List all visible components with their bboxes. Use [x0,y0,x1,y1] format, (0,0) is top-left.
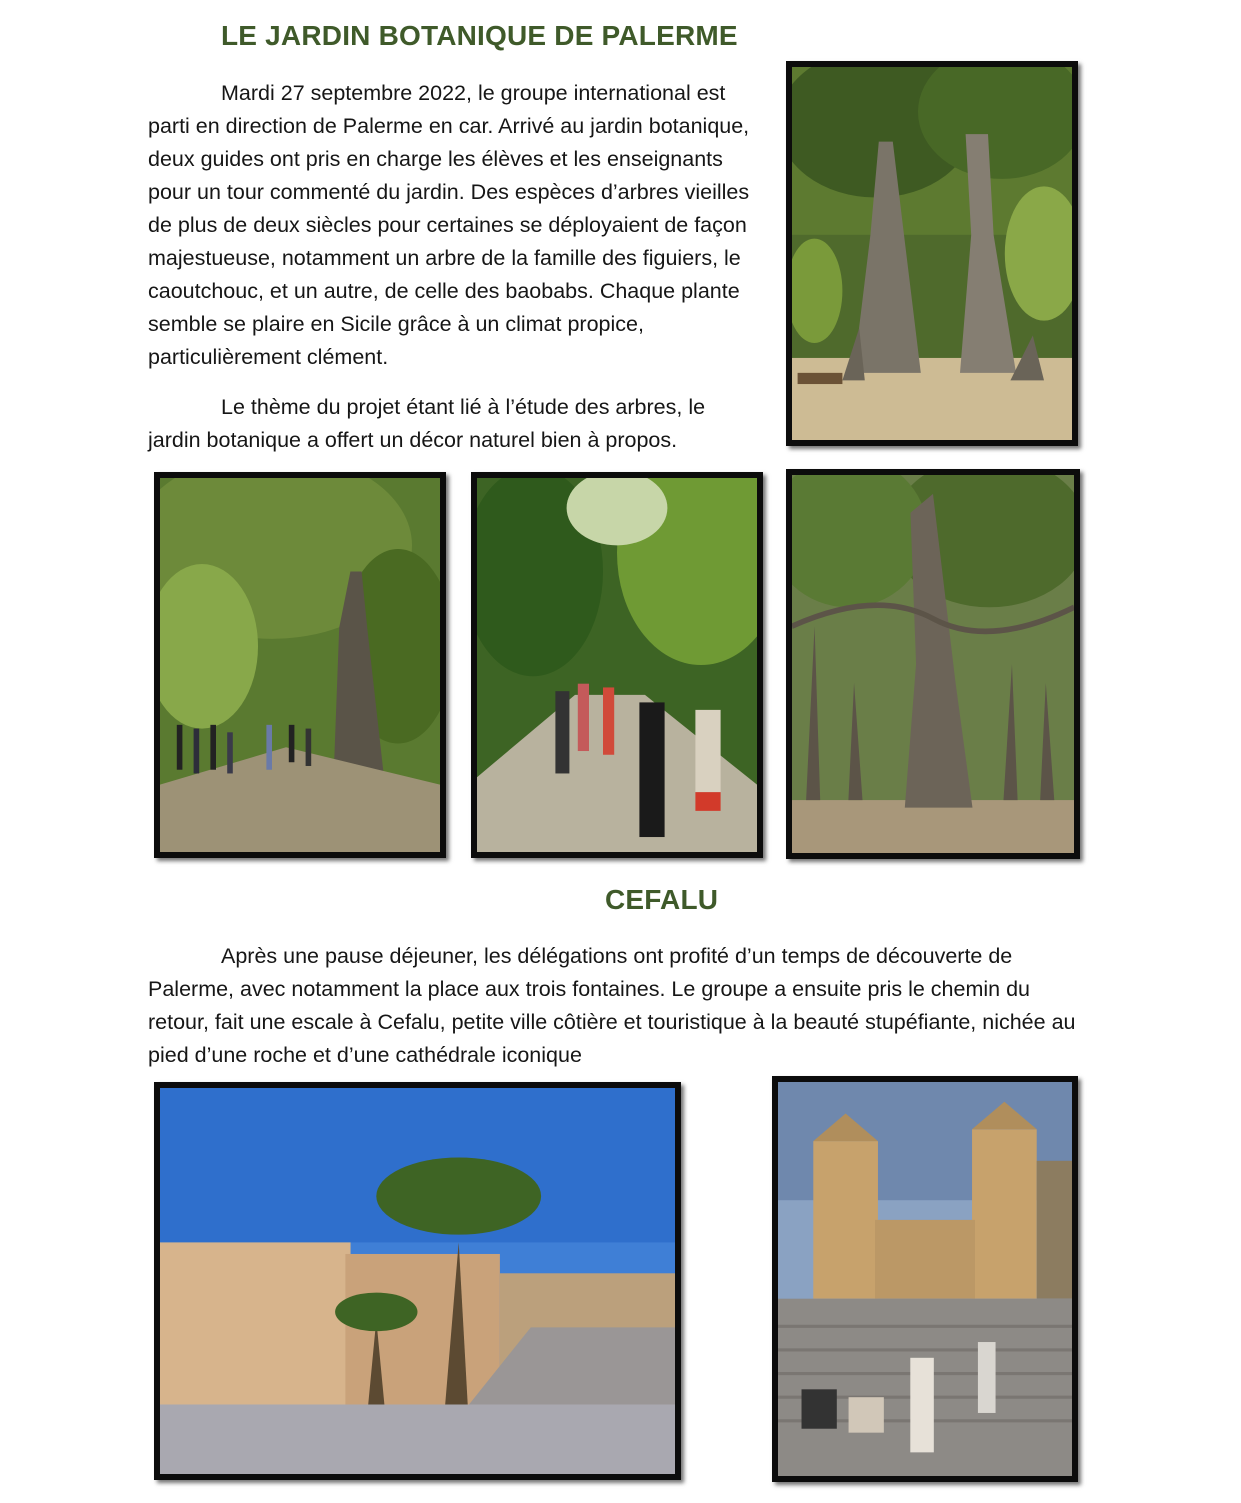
paragraph-text: Mardi 27 septembre 2022, le groupe international est parti en direction de Palerme en car. Arrivé au jardin botanique, deux guides ont pris en charge les élèves et les enseignants pour un tour commenté du jardin. Des espèces d’arbres vieilles de plus de deux siècles pour certaines se déployaient de façon majestueuse, notamment un arbre de la famille des figuiers, le caoutchouc, et un autre, de celle des baobabs. Chaque plante semble se plaire en Sicile grâce à un climat propice, particulièrement clément. [148,81,750,369]
section-title-jardin: LE JARDIN BOTANIQUE DE PALERME [221,20,738,51]
photo-garden-path-group-image [160,478,440,852]
paragraph-jardin-theme [148,391,760,457]
paragraph-cefalu [148,940,1096,1072]
photo-cefalu-cathedral-image [778,1082,1072,1476]
photo-cefalu-cathedral [772,1076,1078,1482]
paragraph-text: Après une pause déjeuner, les délégations ont profité d’un temps de découverte de Palerme, avec notamment la place aux trois fontaines. Le groupe a ensuite pris le chemin du retour, fait une escale à Cefalu, petite ville côtière et touristique à la beauté stupéfiante, nichée au pied d’une roche et d’une cathédrale iconique [148,944,1076,1067]
paragraph-text: Le thème du projet étant lié à l’étude des arbres, le jardin botanique a offert un décor naturel bien à propos. [148,395,706,452]
photo-garden-walk-students-image [477,478,757,852]
photo-banyan-tree [786,469,1080,859]
section-title-cefalu: CEFALU [605,884,719,915]
photo-palermo-square-image [160,1088,675,1474]
photo-garden-path-group [154,472,446,858]
photo-ficus-trees [786,61,1078,446]
photo-garden-walk-students [471,472,763,858]
photo-ficus-trees-image [792,67,1072,440]
paragraph-jardin-intro [148,77,760,374]
photo-palermo-square [154,1082,681,1480]
photo-banyan-tree-image [792,475,1074,853]
